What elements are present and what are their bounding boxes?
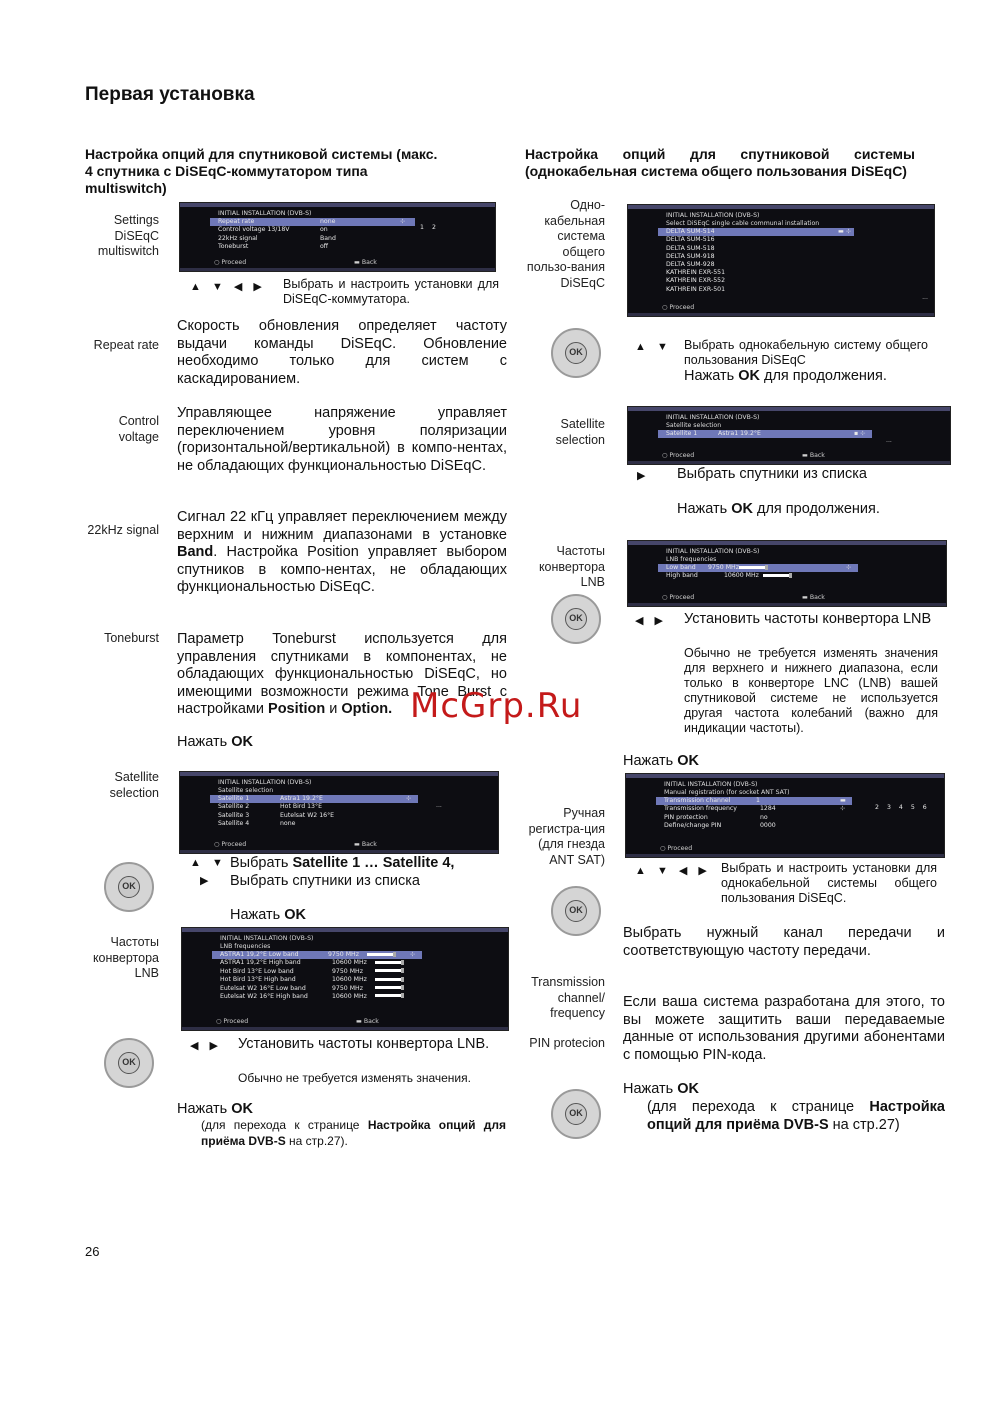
tv-screen-diseqc-settings [180,203,495,271]
left-right-arrows-icon: ◀ ▶ [635,615,667,627]
right-arrow-icon: ▶ [637,470,650,482]
screen-footer: ○ Proceed ▬ Back [662,594,825,601]
screen-row[interactable]: Satellite 4 none [218,820,296,828]
up-down-arrows-icon: ▲ ▼ [190,857,227,869]
screen-row[interactable]: Toneburst off [218,243,329,251]
screen-header: INITIAL INSTALLATION (DVB-S) [666,414,760,421]
ok-button-icon: OK [551,1089,601,1139]
lnb-set-text: Установить частоты конвертора LNB. [238,1036,490,1052]
screen-footer: ○ Proceed ▬ Back [216,1018,379,1025]
left-heading: Настройка опций для спутниковой системы (макс. 4 спутника с DiSEqC-коммутатором типа multiswitch) [85,146,438,196]
press-ok-text: Нажать OK [177,734,253,750]
screen-row[interactable]: Satellite 1 Astra1 19.2°E ▪ ⊹ [658,430,872,438]
22khz-text: Сигнал 22 кГц управляет переключением между верхним и нижним диапазонами в установке Band. Настройка Position управляет выбором спутников в компо-нентах, не обладающих функциональностью DiSEqC. [177,509,507,595]
ok-button-icon: OK [551,328,601,378]
screen-row[interactable]: Hot Bird 13°E High band 10600 MHz [182,976,508,984]
press-ok-text: Нажать OK [623,753,699,769]
tv-screen-satellite-selection [628,407,950,464]
lnb-note-text: Обычно не требуется изменять значения для верхнего и нижнего диапазона, если только в конверторе LNC (LNB) вашей спутниковой системе не используется другая частота колебаний (важно для индикации частоты). [684,646,938,735]
screen-row[interactable]: ASTRA1 19,2°E Low band 9750 MHz ⊹ [212,951,422,959]
page-number: 26 [85,1244,100,1259]
arrow-keys-icon: ▲ ▼ ◀ ▶ [635,865,711,877]
screen-subheader: Manual registration (for socket ANT SAT) [664,789,790,796]
control-voltage-text: Управляющее напряжение управляет переключением уровня поляризации (горизонтальной/вертикальной) в компо-нентах, не обладающих функциональностью DiSEqC. [177,405,507,474]
label-lnb-frequencies: Частоты конвертора LNB [538,544,605,589]
screen-footer: ○ Proceed ▬ Back [214,841,377,848]
screen-subheader: LNB frequencies [666,556,717,563]
press-ok-text: Нажать OK [177,1101,253,1117]
screen-row[interactable]: Transmission channel 1 ▬ ⊹ [656,797,852,805]
label-repeat-rate: Repeat rate [93,338,159,352]
screen-row[interactable]: Satellite 1 Astra1 19.2°E ⊹ [210,795,418,803]
screen-row[interactable]: Eutelsat W2 16°E Low band 9750 MHz [182,985,508,993]
screen-subheader: Select DiSEqC single cable communal installation [666,220,820,227]
screen-header: INITIAL INSTALLATION (DVB-S) [218,779,312,786]
screen-row[interactable]: Satellite 2 Hot Bird 13°E [218,803,323,811]
screen-footer: ○ Proceed [660,845,693,852]
label-single-cable: Одно-кабельная система общего пользо-вания DiSEqC [526,198,605,290]
more-icon[interactable]: ... [922,294,928,301]
screen-row[interactable]: KATHREIN EXR-501 [666,285,726,293]
screen-footer: ○ Proceed ▬ Back [662,452,825,459]
goto-dvbs-text: (для перехода к странице Настройка опций для приёма DVB-S на стр.27). [201,1118,506,1148]
tv-screen-manual-registration [626,774,944,857]
screen-row[interactable]: DELTA SUM-514 ▬ ⊹ [658,228,854,236]
ok-button-icon: OK [104,862,154,912]
satellite-list-text: Выбрать спутники из списка [677,466,867,482]
page-title: Первая установка [85,84,255,105]
right-arrow-icon: ▶ [200,875,213,887]
screen-row[interactable]: ASTRA1 19,2°E High band 10600 MHz [182,959,508,967]
screen-header: INITIAL INSTALLATION (DVB-S) [218,210,312,217]
screen-row[interactable]: DELTA SUM-518 [666,244,715,252]
lnb-set-text: Установить частоты конвертора LNB [684,611,932,627]
screen-row[interactable]: 22kHz signal Band [218,234,336,242]
satellite-select-text: Выбрать Satellite 1 … Satellite 4, Выбрать спутники из списка [230,855,455,889]
screen-row[interactable]: Repeat rate none ⊹ [210,218,415,226]
ok-button-icon: OK [551,886,601,936]
diseqc-select-text: Выбрать и настроить установки для DiSEqC-коммутатора. [283,277,499,306]
screen-row[interactable]: PIN protection no [664,813,768,821]
label-toneburst: Toneburst [104,631,159,645]
up-down-arrows-icon: ▲ ▼ [635,341,672,353]
lnb-note-text: Обычно не требуется изменять значения. [238,1071,471,1085]
screen-number-options[interactable]: 2 3 4 5 6 [875,804,927,811]
label-22khz-signal: 22kHz signal [87,523,159,537]
ok-button-icon: OK [104,1038,154,1088]
screen-header: INITIAL INSTALLATION (DVB-S) [220,935,314,942]
press-ok-continue-text: Нажать OK для продолжения. [684,368,887,384]
label-settings-diseqc: Settings DiSEqC multiswitch [97,213,159,258]
screen-row[interactable]: Define/change PIN 0000 [664,822,776,830]
tv-screen-lnb-frequencies [182,928,508,1030]
arrow-keys-icon: ▲ ▼ ◀ ▶ [190,281,266,293]
right-heading: Настройка опций для спутниковой системы (однокабельная система общего пользования DiSEqC) [525,146,915,179]
screen-header: INITIAL INSTALLATION (DVB-S) [666,212,760,219]
single-cable-select-text: Выбрать однокабельную систему общего пользования DiSEqC [684,338,928,367]
label-satellite-selection: Satellite selection [555,417,605,447]
repeat-rate-text: Скорость обновления определяет частоту выдачи команды DiSEqC. Обновление необходимо только для систем с каскадированием. [177,318,507,387]
screen-row[interactable]: DELTA SUM-928 [666,260,715,268]
screen-header: INITIAL INSTALLATION (DVB-S) [666,548,760,555]
screen-footer: ○ Proceed ▬ Back [214,259,377,266]
screen-row[interactable]: High band 10600 MHz [628,572,946,580]
screen-row[interactable]: Satellite 3 Eutelsat W2 16°E [218,811,335,819]
manual-select-text: Выбрать и настроить установки для однокабельной системы общего пользования DiSEqC. [721,861,937,905]
more-icon[interactable]: ... [886,437,892,444]
screen-row[interactable]: Hot Bird 13°E Low band 9750 MHz [182,968,508,976]
screen-footer: ○ Proceed [662,304,695,311]
tv-screen-lnb-frequencies [628,541,946,606]
pin-text: Если ваша система разработана для этого, то вы можете защитить ваши передаваемые данные от использования другими абонентами с помощью PIN-кода. [623,994,945,1063]
ok-button-icon: OK [551,594,601,644]
more-icon[interactable]: ... [436,802,442,809]
screen-row[interactable]: KATHREIN EXR-551 [666,269,726,277]
toneburst-text: Параметр Toneburst используется для управления спутниками в компонентах, не обладающих функциональностью DiSEqC, но имеющими возможности режима Tone Burst с настройками Position и Option. [177,631,507,717]
label-manual-registration: Ручная регистра-ция (для гнезда ANT SAT) [528,806,605,867]
screen-header: INITIAL INSTALLATION (DVB-S) [664,781,758,788]
screen-subheader: Satellite selection [666,422,722,429]
label-pin-protection: PIN protecion [529,1036,605,1050]
goto-dvbs-text: (для перехода к странице Настройка опций для приёма DVB-S на стр.27) [647,1099,945,1133]
label-control-voltage: Control voltage [118,414,159,444]
press-ok-text: Нажать OK [623,1081,699,1097]
tv-screen-single-cable [628,205,934,316]
screen-row[interactable]: KATHREIN EXR-552 [666,277,726,285]
screen-row[interactable]: Transmission frequency 1284 [664,805,776,813]
screen-row[interactable]: Eutelsat W2 16°E High band 10600 MHz [182,993,508,1001]
screen-number-options[interactable]: 1 2 [420,224,436,231]
press-ok-continue-text: Нажать OK для продолжения. [677,501,880,517]
left-right-arrows-icon: ◀ ▶ [190,1040,222,1052]
press-ok-text: Нажать OK [230,907,306,923]
label-satellite-selection: Satellite selection [109,770,159,800]
screen-row[interactable]: DELTA SUM-516 [666,236,715,244]
screen-row[interactable]: Control voltage 13/18V on [218,226,328,234]
tv-screen-satellite-selection [180,772,498,853]
label-transmission-channel: Transmission channel/ frequency [531,975,605,1020]
choose-channel-text: Выбрать нужный канал передачи и соответствующую частоту передачи. [623,925,945,959]
screen-row[interactable]: DELTA SUM-918 [666,252,715,260]
screen-subheader: LNB frequencies [220,943,271,950]
screen-row[interactable]: Low band 9750 MHz ⊹ [658,564,858,572]
screen-subheader: Satellite selection [218,787,274,794]
label-lnb-frequencies: Частоты конвертора LNB [92,935,159,980]
watermark: McGrp.Ru [410,686,583,726]
